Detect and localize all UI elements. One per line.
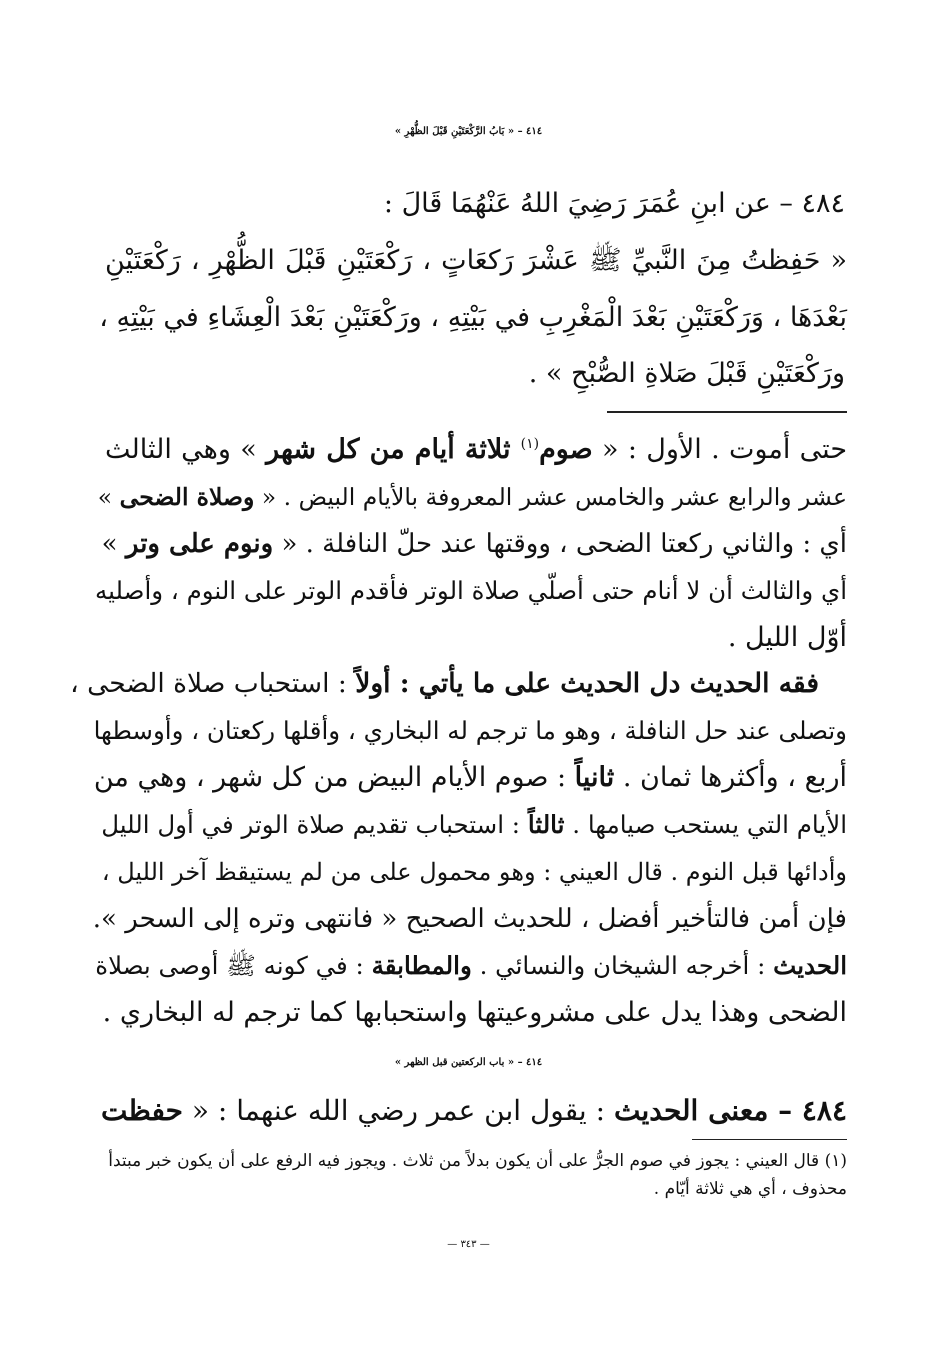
commentary-line: أي والثالث أن لا أنام حتى أصلّي صلاة الوتر فأقدم الوتر على النوم ، وأصليه <box>95 576 847 605</box>
commentary-line: أربع ، وأكثرها ثمان . ثانياً : صوم الأيام البيض من كل شهر ، وهي من <box>93 762 847 793</box>
commentary-line: أي : والثاني ركعتا الضحى ، ووقتها عند حلّ النافلة . « ونوم على وتر » <box>101 529 847 559</box>
chapter-title-repeat: ٤١٤ – « باب الركعتين قبل الظهر » <box>394 1057 543 1068</box>
page-number: — ٣٤٣ — <box>447 1239 490 1250</box>
commentary-line: الأيام التي يستحب صيامها . ثالثاً : استحباب تقديم صلاة الوتر في أول الليل <box>101 810 847 839</box>
footnote-line-1: (١) قال العيني : يجوز في صوم الجرُّ على أن يكون بدلاً من ثلاث . ويجوز فيه الرفع على أن يكون خبر مبتدأ <box>108 1151 847 1171</box>
commentary-line: أوّل الليل . <box>727 622 847 653</box>
commentary-line: الحديث : أخرجه الشيخان والنسائي . والمطابقة : في كونه ﷺ أوصى بصلاة <box>95 951 847 980</box>
hadith-line-2: « حَفِظتُ مِنَ النَّبيِّ ﷺ عَشْرَ رَكعَاتٍ ، رَكْعَتَيْنِ قَبْلَ الظُّهْرِ ، رَكْعَتَيْنِ <box>105 245 847 276</box>
commentary-line: عشر والرابع عشر والخامس عشر المعروفة بالأيام البيض . « وصلاة الضحى » <box>97 483 847 511</box>
commentary-line: حتى أموت . الأول : « صوم$^{(١)}$ ثلاثة أيام من كل شهر » وهي الثالث <box>105 434 848 465</box>
hadith-line-3: بَعْدَهَا ، وَرَكْعَتَيْنِ بَعْدَ الْمَغْرِبِ في بَيْتِهِ ، ورَكْعَتَيْنِ بَعْدَ الْعِشَاءِ في بَيْتِهِ ، <box>99 302 847 333</box>
commentary-line: وتصلى عند حل النافلة ، وهو ما ترجم له البخاري ، وأقلها ركعتان ، وأوسطها <box>93 716 847 745</box>
chapter-title: ٤١٤ – « بَابُ الرَّكْعَتَيْنِ قَبْلَ الظُّهْرِ » <box>394 126 543 137</box>
footnote-line-2: محذوف ، أي هي ثلاثة أيّام . <box>653 1179 847 1199</box>
commentary-line: فقه الحديث دل الحديث على ما يأتي : أولاً : استحباب صلاة الضحى ، <box>70 668 819 699</box>
hadith-meaning-line: ٤٨٤ – معنى الحديث : يقول ابن عمر رضي الله عنهما : « حفظت <box>101 1094 847 1127</box>
commentary-line: فإن أمن فالتأخير أفضل ، للحديث الصحيح « فانتهى وتره إلى السحر ». <box>92 904 847 934</box>
commentary-line: وأدائها قبل النوم . قال العيني : وهو محمول على من لم يستيقظ آخر الليل ، <box>101 858 847 886</box>
footnote-rule <box>692 1139 847 1140</box>
hadith-line-4: ورَكْعَتَيْنِ قَبْلَ صَلاةِ الصُّبْحِ » . <box>528 358 845 389</box>
hadith-line-1: ٤٨٤ – عن ابنِ عُمَرَ رَضِيَ اللهُ عَنْهُمَا قَالَ : <box>383 188 845 219</box>
separator-rule <box>607 411 847 413</box>
commentary-line: الضحى وهذا يدل على مشروعيتها واستحبابها كما ترجم له البخاري . <box>102 997 847 1028</box>
